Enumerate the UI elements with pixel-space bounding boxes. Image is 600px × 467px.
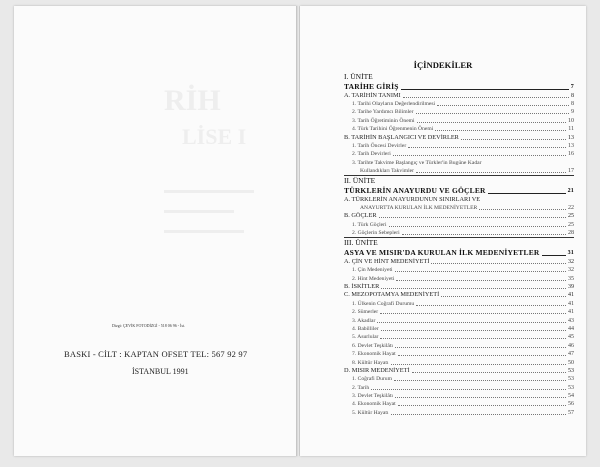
toc-entry-label: TARİHE GİRİŞ [344, 82, 399, 92]
toc-page-number: 8 [571, 100, 574, 107]
left-page [14, 6, 297, 456]
toc-entry-label: 1. Çin Medeniyeti [352, 267, 393, 274]
toc-entry [344, 204, 574, 212]
toc-entry [344, 291, 574, 299]
toc-entry-label: 2. Sümerler [352, 309, 379, 316]
toc-entry [344, 358, 574, 366]
toc-leader-dots [488, 193, 566, 194]
toc-entry-label: A. TÜRKLERİN ANAYURDUNUN SINIRLARI VE [344, 195, 481, 203]
table-of-contents [344, 72, 574, 417]
toc-entry [344, 299, 574, 307]
toc-leader-dots [381, 288, 566, 289]
toc-title: İÇİNDEKİLER [413, 60, 473, 70]
toc-leader-dots [435, 130, 566, 131]
toc-page-number: 10 [568, 117, 574, 124]
toc-entry-label: C. MEZOPOTAMYA MEDENİYETİ [344, 291, 440, 299]
toc-leader-dots [417, 122, 566, 123]
toc-entry [344, 237, 574, 247]
toc-leader-dots [391, 364, 566, 365]
toc-page-number: 9 [571, 109, 574, 116]
toc-entry-label: B. GÖÇLER [344, 212, 377, 220]
toc-entry-label: 5. Kültür Hayatı [352, 409, 389, 416]
ghost-subtitle-bleedthrough: LİSE I [182, 124, 247, 149]
toc-leader-dots [398, 355, 566, 356]
toc-page-number: 41 [568, 300, 574, 307]
toc-leader-dots [542, 255, 566, 256]
toc-page-number: 11 [568, 126, 574, 133]
toc-entry-label: 8. Kültür Hayatı [352, 359, 389, 366]
toc-entry [344, 175, 574, 185]
right-page [300, 6, 586, 456]
toc-page-number: 45 [568, 334, 574, 341]
toc-leader-dots [395, 397, 566, 398]
toc-entry-label: 2. Tarih Devirleri [352, 151, 391, 158]
toc-entry [344, 383, 574, 391]
toc-leader-dots [479, 209, 566, 210]
toc-leader-dots [389, 226, 566, 227]
ghost-title-bleedthrough: RİH [164, 84, 221, 117]
toc-page-number: 41 [568, 309, 574, 316]
toc-page-number: 7 [570, 84, 574, 91]
toc-entry-label: 3. Akadlar [352, 317, 376, 324]
toc-entry-label: A. TARİHİN TANIMI [344, 91, 401, 99]
toc-entry [344, 400, 574, 408]
toc-page-number: 56 [568, 401, 574, 408]
toc-entry-label: 1. Türk Göçleri [352, 221, 387, 228]
ghost-lines-bleedthrough: ▬▬▬▬▬▬▬▬▬ ▬▬▬▬▬▬▬ ▬▬▬▬▬▬▬▬ [164, 185, 254, 236]
toc-entry-label: ANAYURTTA KURULAN İLK MEDENİYETLER [360, 205, 478, 212]
toc-page-number: 13 [568, 134, 574, 141]
toc-page-number: 46 [568, 342, 574, 349]
toc-entry-label: 1. Tarihi Olayların Değerlendirilmesi [352, 100, 436, 107]
toc-entry [344, 185, 574, 195]
toc-entry-label: A. ÇİN VE HİNT MEDENİYETİ [344, 257, 430, 265]
toc-leader-dots [395, 347, 566, 348]
toc-leader-dots [412, 372, 566, 373]
toc-entry-label: 3. Devlet Teşkilâtı [352, 393, 393, 400]
toc-entry-label: 3. Tarih Öğretiminin Önemi [352, 117, 415, 124]
toc-leader-dots [403, 97, 569, 98]
toc-entry-label: I. ÜNİTE [344, 72, 373, 82]
toc-entry [344, 142, 574, 150]
toc-entry [344, 341, 574, 349]
toc-entry [344, 333, 574, 341]
toc-entry-label: 4. Türk Tarihini Öğrenmenin Önemi [352, 126, 434, 133]
toc-entry [344, 392, 574, 400]
printing-info: BASKI - CİLT : KAPTAN OFSET TEL: 567 92 97 [64, 349, 248, 359]
toc-page-number: 17 [568, 168, 574, 175]
toc-entry [344, 220, 574, 228]
toc-leader-dots [380, 338, 566, 339]
toc-page-number: 8 [571, 92, 574, 99]
place-year: İSTANBUL 1991 [132, 367, 189, 376]
toc-entry-label: 2. Tarihe Yardımcı Bilimler [352, 109, 414, 116]
toc-page-number: 31 [567, 250, 574, 257]
toc-page-number: 32 [568, 258, 574, 265]
toc-entry-label: B. TARİHİN BAŞLANGICI VE DEVİRLER [344, 133, 459, 141]
toc-entry [344, 350, 574, 358]
toc-page-number: 57 [568, 409, 574, 416]
toc-entry-label: 1. Tarih Öncesi Devirler [352, 142, 407, 149]
toc-page-number: 54 [568, 393, 574, 400]
toc-leader-dots [402, 234, 566, 235]
toc-leader-dots [416, 305, 566, 306]
toc-entry-label: TÜRKLERİN ANAYURDU VE GÖÇLER [344, 186, 486, 196]
toc-entry-label: ASYA VE MISIR'DA KURULAN İLK MEDENİYETLER [344, 248, 540, 258]
toc-entry [344, 283, 574, 291]
toc-page-number: 53 [568, 367, 574, 374]
toc-entry [344, 408, 574, 416]
toc-entry [344, 125, 574, 133]
toc-page-number: 39 [568, 283, 574, 290]
toc-entry [344, 316, 574, 324]
toc-entry [344, 91, 574, 99]
toc-entry-label: 5. Asurlular [352, 334, 379, 341]
toc-entry-label: D. MISIR MEDENİYETİ [344, 366, 410, 374]
toc-entry [344, 133, 574, 141]
toc-entry [344, 72, 574, 81]
toc-entry [344, 81, 574, 91]
toc-entry [344, 100, 574, 108]
toc-leader-dots [461, 139, 566, 140]
toc-entry [344, 195, 574, 203]
toc-entry-label: B. İSKİTLER [344, 282, 380, 290]
toc-leader-dots [394, 380, 566, 381]
toc-entry-label: 4. Babilliler [352, 325, 379, 332]
toc-entry [344, 308, 574, 316]
toc-leader-dots [379, 217, 566, 218]
toc-entry-label: III. ÜNİTE [344, 238, 378, 248]
toc-page-number: 35 [568, 275, 574, 282]
toc-leader-dots [416, 172, 566, 173]
toc-entry [344, 150, 574, 158]
toc-page-number: 25 [568, 221, 574, 228]
printer-credit: Dizgi: ÇEVİK FOTODİZGİ - 518 06 96 - İst. [112, 323, 186, 328]
toc-entry-label: 1. Coğrafi Durum [352, 376, 392, 383]
toc-leader-dots [391, 414, 566, 415]
toc-entry [344, 274, 574, 282]
toc-leader-dots [371, 389, 566, 390]
toc-leader-dots [401, 89, 569, 90]
toc-page-number: 13 [568, 142, 574, 149]
toc-leader-dots [381, 330, 566, 331]
toc-page-number: 16 [568, 151, 574, 158]
toc-page-number: 41 [568, 292, 574, 299]
toc-leader-dots [395, 271, 566, 272]
toc-entry [344, 229, 574, 237]
toc-page-number: 28 [568, 230, 574, 237]
toc-entry [344, 116, 574, 124]
toc-entry [344, 266, 574, 274]
toc-leader-dots [398, 405, 566, 406]
toc-page-number: 22 [568, 205, 574, 212]
toc-page-number: 44 [568, 325, 574, 332]
toc-entry-label: 3. Tarihte Takvime Başlangıç ve Türkler'in Bugüne Kadar [352, 159, 482, 166]
toc-leader-dots [416, 113, 570, 114]
toc-page-number: 32 [568, 267, 574, 274]
toc-leader-dots [380, 313, 566, 314]
toc-leader-dots [441, 296, 566, 297]
toc-page-number: 47 [568, 351, 574, 358]
toc-entry [344, 325, 574, 333]
toc-entry-label: Kullandıkları Takvimler [360, 168, 415, 175]
toc-entry-label: 7. Ekonomik Hayat [352, 351, 396, 358]
toc-leader-dots [437, 105, 569, 106]
toc-entry-label: 2. Hint Medeniyeti [352, 275, 395, 282]
toc-leader-dots [393, 155, 566, 156]
toc-page-number: 21 [567, 188, 574, 195]
toc-entry [344, 158, 574, 166]
toc-entry [344, 247, 574, 257]
toc-entry-label: 6. Devlet Teşkilâtı [352, 342, 393, 349]
toc-entry [344, 108, 574, 116]
toc-entry [344, 367, 574, 375]
toc-page-number: 53 [568, 384, 574, 391]
toc-entry [344, 375, 574, 383]
toc-page-number: 43 [568, 317, 574, 324]
toc-leader-dots [408, 147, 566, 148]
toc-page-number: 53 [568, 376, 574, 383]
toc-leader-dots [431, 263, 566, 264]
toc-entry [344, 212, 574, 220]
toc-entry [344, 257, 574, 265]
toc-page-number: 25 [568, 213, 574, 220]
toc-entry-label: 4. Ekonomik Hayat [352, 401, 396, 408]
toc-page-number: 50 [568, 359, 574, 366]
toc-entry [344, 167, 574, 175]
toc-entry-label: 1. Ülkenin Coğrafi Durumu [352, 300, 415, 307]
toc-entry-label: II. ÜNİTE [344, 176, 376, 186]
toc-leader-dots [396, 280, 566, 281]
toc-entry-label: 2. Göçlerin Sebepleri [352, 230, 400, 237]
toc-entry-label: 2. Tarih [352, 384, 370, 391]
toc-leader-dots [377, 322, 566, 323]
